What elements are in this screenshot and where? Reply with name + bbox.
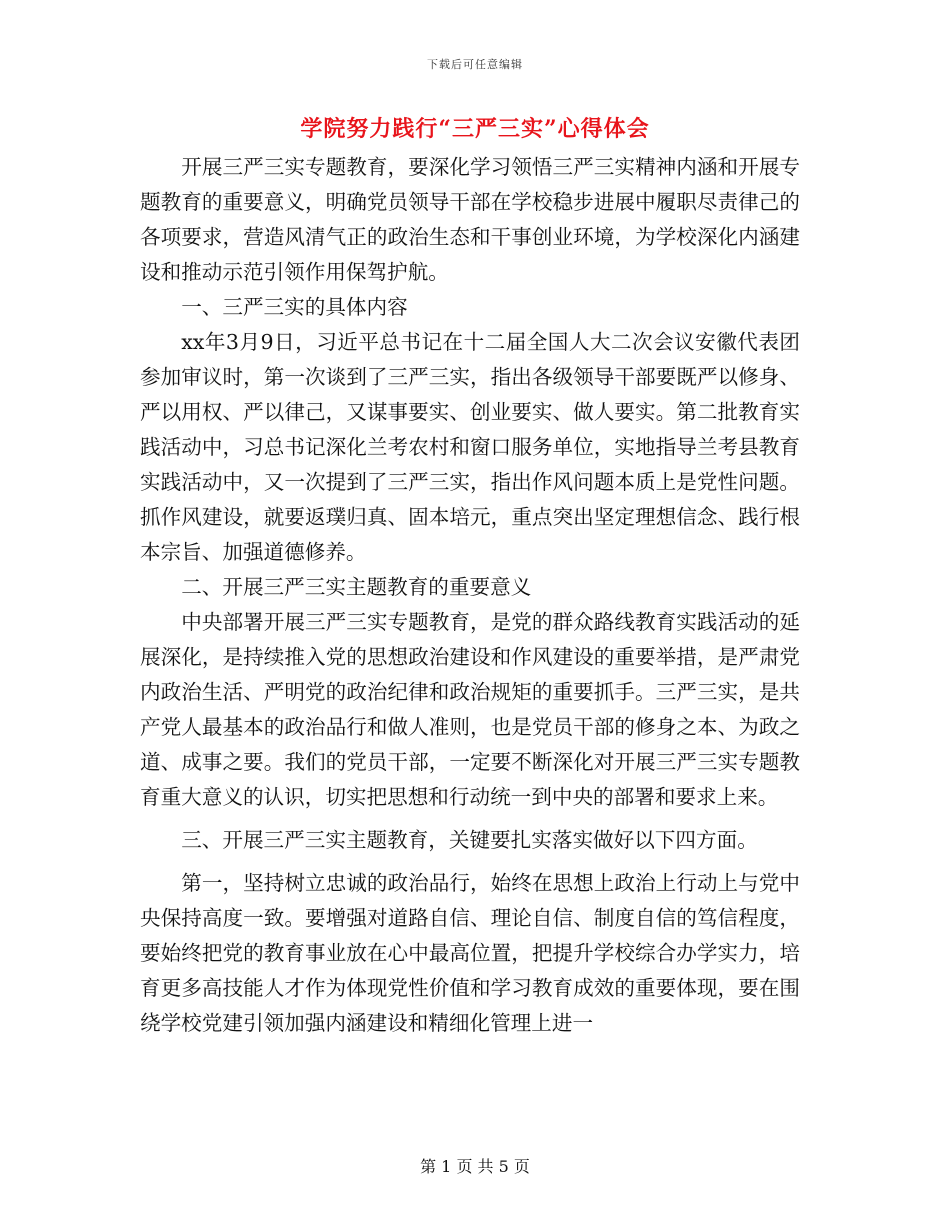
paragraph-section-2: 中央部署开展三严三实专题教育，是党的群众路线教育实践活动的延展深化，是持续推入党的思想政治建设和作风建设的重要举措，是严肃党内政治生活、严明党的政治纪律和政治规矩的重要抓手。三严三实，是共产党人最基本的政治品行和做人准则，也是党员干部的修身之本、为政之道、成事之要。我们的党员干部，一定要不断深化对开展三严三实专题教育重大意义的认识，切实把思想和行动统一到中央的部署和要求上来。 bbox=[140, 610, 800, 809]
section-heading-3: 三、开展三严三实主题教育，关键要扎实落实做好以下四方面。 bbox=[181, 828, 758, 852]
paragraph-section-3: 第一，坚持树立忠诚的政治品行，始终在思想上政治上行动上与党中央保持高度一致。要增强对道路自信、理论自信、制度自信的笃信程度，要始终把党的教育事业放在心中最高位置，把提升学校综合办学实力，培育更多高技能人才作为体现党性价值和学习教育成效的重要体现，要在围绕学校党建引领加强内涵建设和精细化管理上进一 bbox=[140, 871, 800, 1035]
section-heading-1: 一、三严三实的具体内容 bbox=[181, 295, 408, 319]
document-title: 学院努力践行“三严三实”心得体会 bbox=[300, 116, 650, 142]
header-note: 下载后可任意编辑 bbox=[427, 58, 523, 71]
paragraph-intro: 开展三严三实专题教育，要深化学习领悟三严三实精神内涵和开展专题教育的重要意义，明确党员领导干部在学校稳步进展中履职尽责律己的各项要求，营造风清气正的政治生态和干事创业环境，为学校深化内涵建设和推动示范引领作用保驾护航。 bbox=[140, 155, 800, 284]
section-heading-2: 二、开展三严三实主题教育的重要意义 bbox=[181, 575, 532, 599]
page-number: 第 1 页 共 5 页 bbox=[420, 1157, 530, 1176]
document-body bbox=[140, 150, 800, 1041]
paragraph-section-1: xx年3月9日，习近平总书记在十二届全国人大二次会议安徽代表团参加审议时，第一次谈到了三严三实，指出各级领导干部要既严以修身、严以用权、严以律己，又谋事要实、创业要实、做人要实。第二批教育实践活动中，习总书记深化兰考农村和窗口服务单位，实地指导兰考县教育实践活动中，又一次提到了三严三实，指出作风问题本质上是党性问题。抓作风建设，就要返璞归真、固本培元，重点突出坚定理想信念、践行根本宗旨、加强道德修养。 bbox=[140, 330, 800, 564]
